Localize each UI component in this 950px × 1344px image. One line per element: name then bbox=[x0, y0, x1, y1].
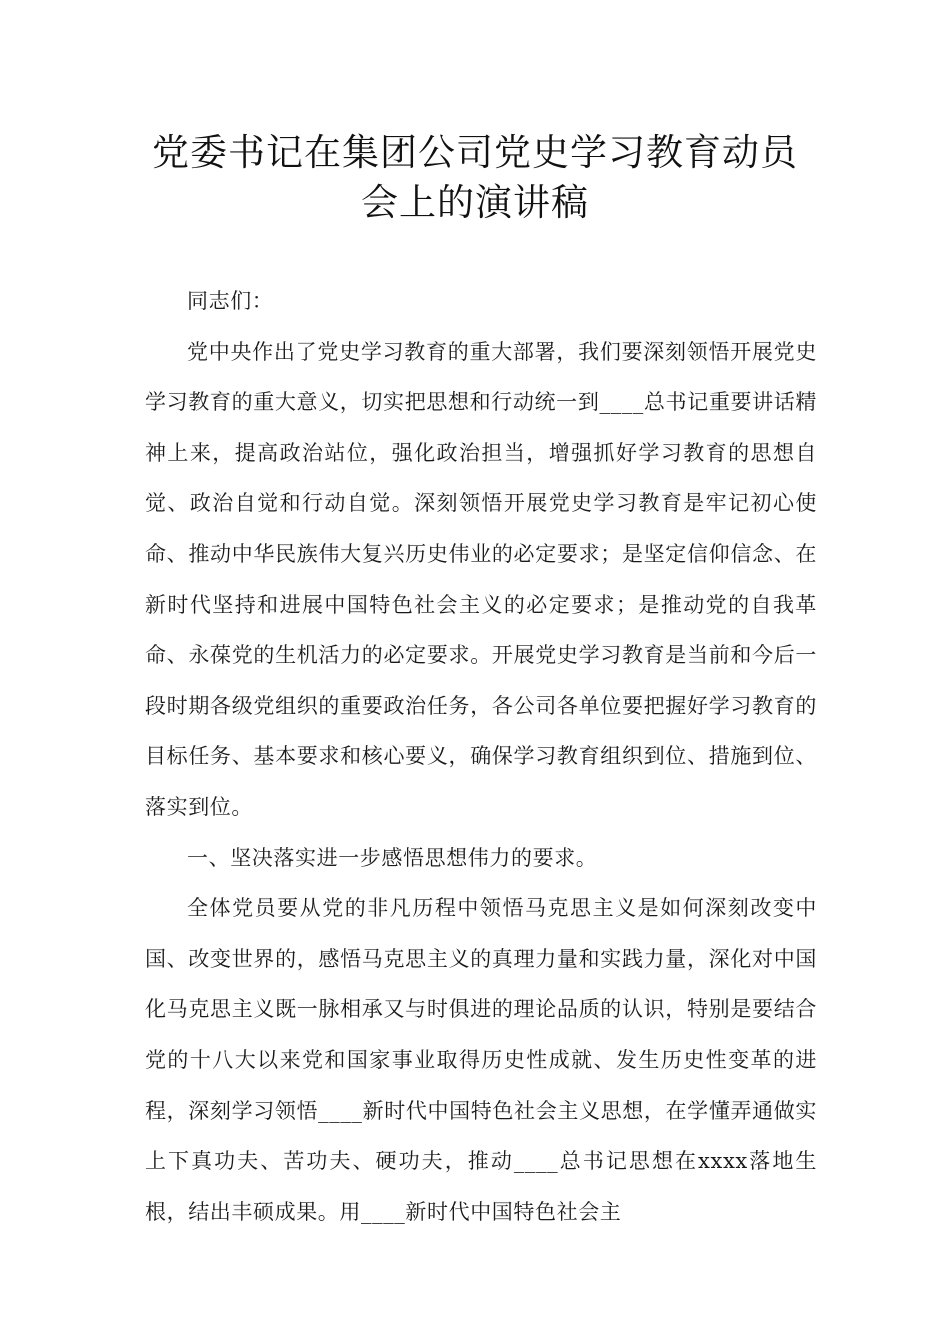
paragraph-intro: 党中央作出了党史学习教育的重大部署，我们要深刻领悟开展党史学习教育的重大意义，切实把思想和行动统一到____总书记重要讲话精神上来，提高政治站位，强化政治担当，增强抓好学习教育的思想自觉、政治自觉和行动自觉。深刻领悟开展党史学习教育是牢记初心使命、推动中华民族伟大复兴历史伟业的必定要求；是坚定信仰信念、在新时代坚持和进展中国特色社会主义的必定要求；是推动党的自我革命、永葆党的生机活力的必定要求。开展党史学习教育是当前和今后一段时期各级党组织的重要政治任务，各公司各单位要把握好学习教育的目标任务、基本要求和核心要义，确保学习教育组织到位、措施到位、落实到位。 bbox=[145, 339, 817, 819]
document-title bbox=[100, 128, 850, 228]
document-body bbox=[145, 276, 817, 1237]
title-line-1: 党委书记在集团公司党史学习教育动员 bbox=[152, 131, 798, 174]
paragraph-section-1: 全体党员要从党的非凡历程中领悟马克思主义是如何深刻改变中国、改变世界的，感悟马克思主义的真理力量和实践力量，深化对中国化马克思主义既一脉相承又与时俱进的理论品质的认识，特别是要结合党的十八大以来党和国家事业取得历史性成就、发生历史性变革的进程，深刻学习领悟____新时代中国特色社会主义思想，在学懂弄通做实上下真功夫、苦功夫、硬功夫，推动____总书记思想在xxxx落地生根，结出丰硕成果。用____新时代中国特色社会主 bbox=[145, 896, 817, 1224]
salutation: 同志们： bbox=[187, 289, 274, 313]
section-heading-1: 一、坚决落实进一步感悟思想伟力的要求。 bbox=[187, 845, 598, 870]
title-line-2: 会上的演讲稿 bbox=[361, 181, 589, 224]
